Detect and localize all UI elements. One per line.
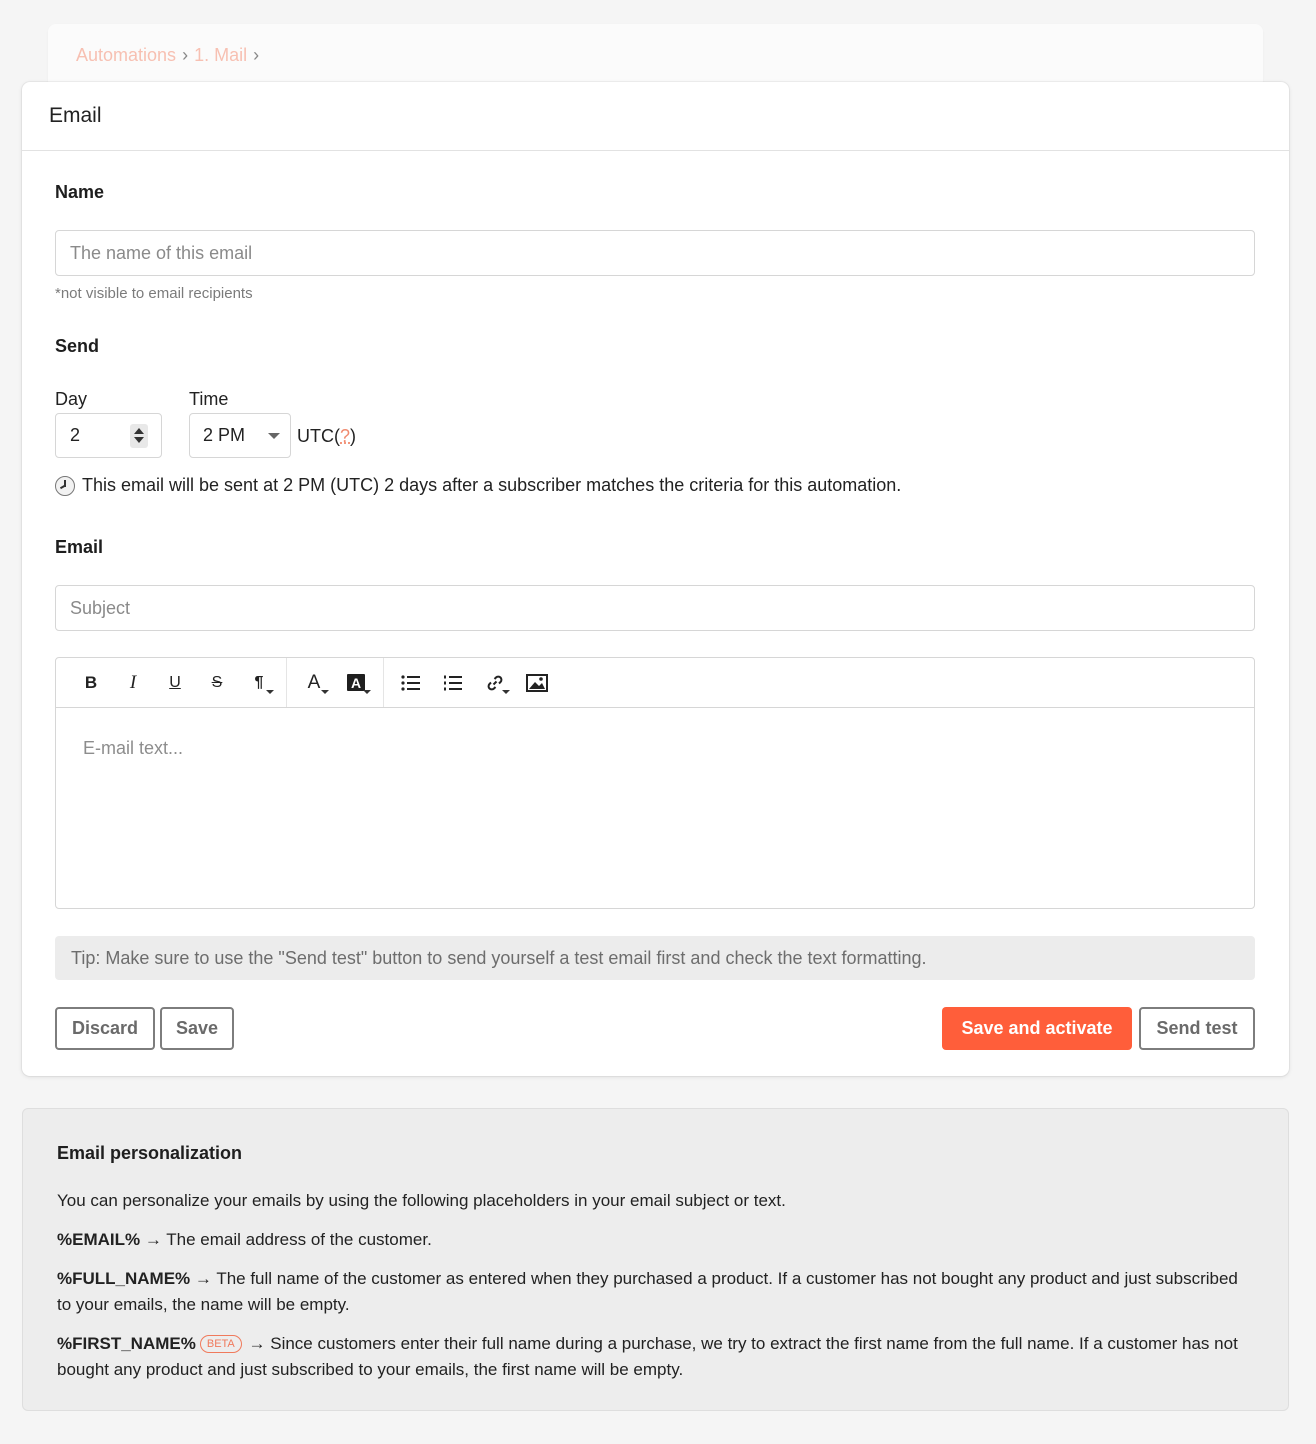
highlight-color-icon: A [347,674,365,691]
personalization-intro: You can personalize your emails by using the following placeholders in your email subject or text. [57,1191,786,1210]
toolbar-group-format [70,658,287,707]
editor-toolbar [56,658,1254,708]
discard-button[interactable]: Discard [55,1007,155,1050]
email-modal [22,82,1289,1076]
email-editor [55,657,1255,909]
personalization-title: Email personalization [57,1143,243,1163]
send-label: Send [55,336,100,356]
placeholder-item [57,1331,1254,1383]
placeholder-desc: → The full name of the customer as entered when they purchased a product. If a customer has not bought any product and just subscribed to your emails, the name will be empty. [57,1269,1238,1314]
tip-text: Tip: Make sure to use the "Send test" button to send yourself a test email first and check the text formatting. [71,947,927,968]
email-label: Email [55,537,104,557]
beta-badge: BETA [200,1335,242,1353]
placeholder-code: %FULL_NAME% [57,1269,191,1288]
strikethrough-button[interactable]: S [211,673,223,691]
placeholder-item [57,1266,1254,1318]
send-info [55,475,901,496]
day-stepper[interactable] [55,413,162,458]
save-button[interactable]: Save [160,1007,234,1050]
breadcrumb-separator: › [253,45,260,65]
name-hint: *not visible to email recipients [55,285,253,302]
modal-header [22,82,1289,151]
bullet-list-button[interactable] [390,666,432,700]
placeholder-item [57,1227,1254,1253]
breadcrumb-mail[interactable]: 1. Mail [194,45,248,65]
breadcrumb-card [48,24,1263,88]
placeholder-code: %FIRST_NAME% [57,1334,196,1353]
bold-button[interactable]: B [84,672,98,692]
toolbar-group-insert [390,658,564,707]
modal-title: Email [49,104,102,127]
italic-button[interactable]: I [129,671,137,693]
time-select[interactable] [189,413,291,458]
numbered-list-icon [443,675,463,691]
timezone-label [297,426,356,447]
chevron-down-icon [268,433,280,439]
bullet-list-icon [401,675,421,691]
time-label: Time [189,389,229,409]
dropdown-caret-icon [363,690,371,694]
send-test-button[interactable]: Send test [1139,1007,1255,1050]
link-button[interactable] [474,666,516,700]
highlight-color-button[interactable] [335,666,377,700]
clock-icon [55,476,75,496]
dropdown-caret-icon [321,690,329,694]
font-color-button[interactable] [293,666,335,700]
day-label: Day [55,389,88,409]
image-icon [526,674,548,692]
time-value: 2 PM [203,425,246,445]
name-input[interactable] [55,230,1255,276]
dropdown-caret-icon [266,690,274,694]
image-button[interactable] [516,666,558,700]
breadcrumb-separator: › [182,45,189,65]
underline-button[interactable]: U [169,673,181,691]
placeholder-code: %EMAIL% [57,1230,141,1249]
paragraph-icon: ¶ [254,673,264,691]
subject-input[interactable] [55,585,1255,631]
day-value: 2 [70,425,81,445]
dropdown-caret-icon [502,690,510,694]
email-body-placeholder: E-mail text... [83,738,184,758]
stepper-arrows-icon[interactable] [130,424,148,448]
timezone-suffix: ) [350,426,357,446]
name-label: Name [55,182,105,202]
personalization-panel [22,1108,1289,1411]
email-body-editor[interactable] [56,708,1254,789]
numbered-list-button[interactable] [432,666,474,700]
timezone-prefix: UTC( [297,426,340,446]
placeholder-desc: → Since customers enter their full name during a purchase, we try to extract the first name from the full name. If a customer has not bought any product and just subscribed to your emails, the first name will be empty. [57,1334,1238,1379]
paragraph-button[interactable] [238,666,280,700]
timezone-help-link[interactable]: ? [340,426,351,446]
breadcrumb [76,45,259,66]
font-color-icon: A [307,671,321,693]
send-info-text: This email will be sent at 2 PM (UTC) 2 days after a subscriber matches the criteria for this automation. [82,475,902,495]
save-and-activate-button[interactable]: Save and activate [942,1007,1132,1050]
placeholder-desc: → The email address of the customer. [144,1230,432,1249]
toolbar-group-color [293,658,384,707]
tip-banner [55,936,1255,980]
breadcrumb-automations[interactable]: Automations [76,45,177,65]
